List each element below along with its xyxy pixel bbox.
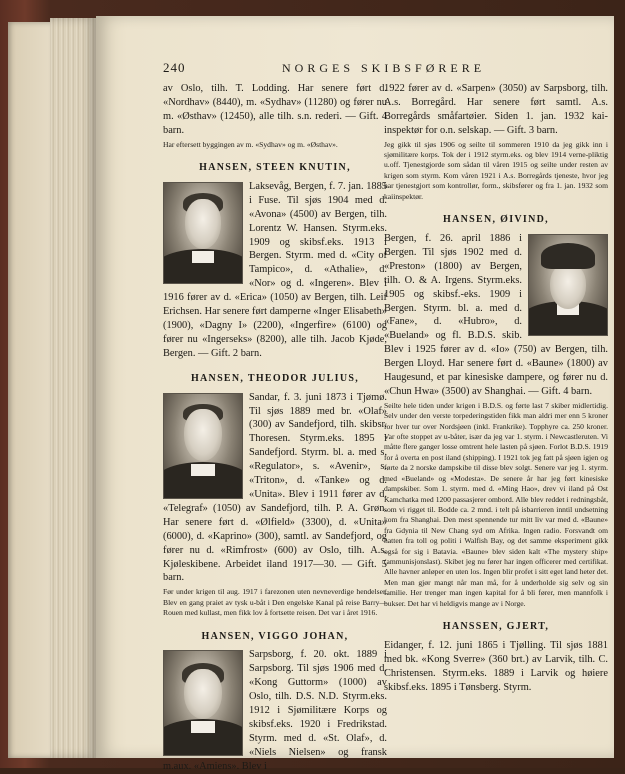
left-endpaper (8, 22, 52, 758)
entry-note: Seilte hele tiden under krigen i B.D.S. og førte last 7 skiber midlertidig. Selv under den verste torpederingstiden fikk man aldri mer enn 5 kroner for hver tur over Nordsjøen (inkl. Frankrike). Topphyre ca. 250 kroner. Var ofte stoppet av u-båter, især da jeg var 1. styrm. i Newcastleruten. Vi måtte flere ganger losse omtrent hele lasten på sjøen. Forlot B.D.S. 1919 for å overta en post iland (shipping). I 1921 tok jeg fatt på sjøen igjen og førte da 2 norske dampskibe til disse blev solgt. Senere var jeg 1. styrm. med «Bueland» og «Modesta». De senere år har jeg ført kinesiske dampskiber. Som 1. styrm. med d. «Ming Hao», drev vi iland på Ost Kamchatka med 1200 passasjerer ombord. Alle blev reddet i redningsbåt, som vi rigget til. Bodde ca. 2 mnd. i telt på isbarrieren inntil undsetning kom fra Shanghai. Den mest spennende tur mitt liv var med d. «Baune» fra Gdynia til New Chang syd om Afrika. Ingen radio. Forsvandt om natten fra toll og politi i Walfish Bay, og det samme eksperiment gikk også for sig i Batavia. «Baune» blev siden kalt «The mystery ship» (ammunisjonslast). Skibet jeg nu fører har ingen officerer med certifikat. Alle havner anløper en uten los. Ingen blir profet i sitt eget land heter det. Men man gjør mangt når man må, for å underholde sig selv og sin familie. Her trenger man ingen kapital for å bli fører, men mannfolk i bukser. Det har vi heldigvis mange av i Norge. (384, 400, 608, 608)
entry-heading: HANSSEN, GJERT, (442, 620, 550, 632)
entry-hansen-viggo (163, 648, 387, 773)
continuation-note: Har eftersett byggingen av m. «Sydhav» og m. «Østhav». (163, 139, 338, 149)
entry-text: Sandar, f. 3. juni 1873 i Tjømø. Til sjøs 1889 med br. «Olaf» (300) av Sandefjord, tilh. skibsr. Thoresen. Styrm.eks. 1895 i Sandefjord. Styrm. bl. a. med s. «Regulator», s. «Avenir», s. «Triton», d. «Tanke» og d. «Unita». Blev i 1911 fører av d. «Telegraf» (1050) av Sandefjord, tilh. P. A. Grøn. Har senere ført d. «Ølfield» (3300), d. «Unita» (6000), d. «Kaprino» (300), samtl. av Sandefjord, og fører nu d. «Rimfrost» (600) av Oslo, tilh. A.s. Kjøleskibene. Arbeidet iland 1917—30. — Gift. 5 barn. (163, 391, 387, 584)
entry-hansen-steen (163, 180, 387, 361)
entry-heading: HANSEN, THEODOR JULIUS, (190, 372, 360, 384)
portrait-photo (163, 650, 243, 756)
entry-text: Bergen, f. 26. april 1886 i Bergen. Til sjøs 1902 med d. «Preston» (1800) av Bergen, tilh. O. & A. Irgens. Styrm.eks. 1905 og skibsf.-eks. 1909 i Bergen. Styrm. bl. a. med d. «Fane», d. «Hubro», d. «Bueland» og fl. B.D.S. skib. Blev i 1925 fører av d. «Io» (750) av Bergen, tilh. Bergen Lloyd. Har senere ført d. «Baune» (1800) av Haugesund, et par kinesiske dampere, og fører nu d. «Chun Hwa» (3500) av Shanghai. — Gift. 4 barn. (384, 232, 608, 397)
page-edges (50, 18, 96, 758)
portrait-photo (163, 393, 243, 499)
entry-heading: HANSEN, STEEN KNUTIN, (199, 162, 351, 174)
continuation-text: av Oslo, tilh. T. Lodding. Har senere ført d. «Nordhav» (8440), m. «Sydhav» (11280) og fører nu m. «Østhav» (12450), alle tilh. s.n. rederi. — Gift. 4 barn. (163, 83, 387, 136)
entry-note: Før under krigen til aug. 1917 i farezonen uten nevneverdige hendelser. Blev en gang praiet av tysk u-båt i Den engelske Kanal på reise Barry—Rouen med kullast, men fikk lov å fortsette reisen. Det var i året 1916. (163, 587, 387, 618)
entry-text: Eidanger, f. 12. juni 1865 i Tjølling. Til sjøs 1881 med bk. «Kong Sverre» (360 brt.) av Larvik, tilh. C. Christensen. Styrm.eks. 1889 i Larvik og høiere skibsf.eks. 1895 i Tønsberg. Styrm. (384, 639, 608, 693)
entry-text: Sarpsborg, f. 20. okt. 1889 i Sarpsborg. Til sjøs 1906 med d. «Kong Guttorm» (1000) av Oslo, tilh. D.S. N.D. Styrm.eks. 1912 i Sjømilitære Korps og skibsf.eks. 1920 i Fredrikstad. Styrm. med d. «St. Olaf», d. «Niels Nielsen» og fransk m.aux. «Amiens». Blev i (163, 649, 387, 772)
entry-text: Laksevåg, Bergen, f. 7. jan. 1885 i Fuse. Til sjøs 1904 med d. «Avona» (4500) av Bergen, tilh. Lorentz W. Hansen. Styrm.eks. 1909 og skibsf.eks. 1913 i Bergen. Styrm. med d. «City of Tampico», d. «Athalie», d. «Nor» og d. «Ingeren». Blev i 1916 fører av d. «Erica» (1050) av Bergen, tilh. Leif Erichsen. Har senere ført damperne «Inger Elisabeth» (1900), «Dagny I» (2200), «Ingerfire» (6100) og fører nu «Ingerseks» (8200), alle tilh. Jacob Kjøde, Bergen. — Gift. 2 barn. (163, 180, 387, 359)
page-number: 240 (163, 60, 186, 75)
portrait-photo (163, 182, 243, 284)
portrait-photo (528, 234, 608, 336)
entry-hansen-theodor (163, 391, 387, 619)
running-title: NORGES SKIBSFØRERE (282, 61, 486, 75)
entry-hanssen-gjert (384, 639, 608, 695)
right-column (384, 82, 608, 695)
left-column (163, 82, 387, 774)
continuation-text: 1922 fører av d. «Sarpen» (3050) av Sarpsborg, tilh. A.s. Borregård. Har senere ført samtl. A.s. Borregårds småfartøier. Siden 1. jan. 1932 kai-inspektør for o.n. selskap. — Gift. 3 barn. (384, 83, 608, 136)
continuation-note: Jeg gikk til sjøs 1906 og seilte til sommeren 1910 da jeg gikk inn i sjømilitære korps. Tok der i 1912 styrm.eks. og blev 1914 verne-pliktig u.off. Tjenestgjorde som sådan til våren 1915 og seilte under resten av krigen som styrm. Kom våren 1921 i A.s. Borregårds tjeneste, hvor jeg har tjenestgjort som kontrollør, form., skibsfører og fra 1. jan. 1932 som kaiinspektør. (384, 139, 608, 201)
entry-heading: HANSEN, ØIVIND, (443, 214, 549, 226)
entry-hansen-oivind (384, 232, 608, 609)
entry-heading: HANSEN, VIGGO JOHAN, (201, 630, 349, 642)
